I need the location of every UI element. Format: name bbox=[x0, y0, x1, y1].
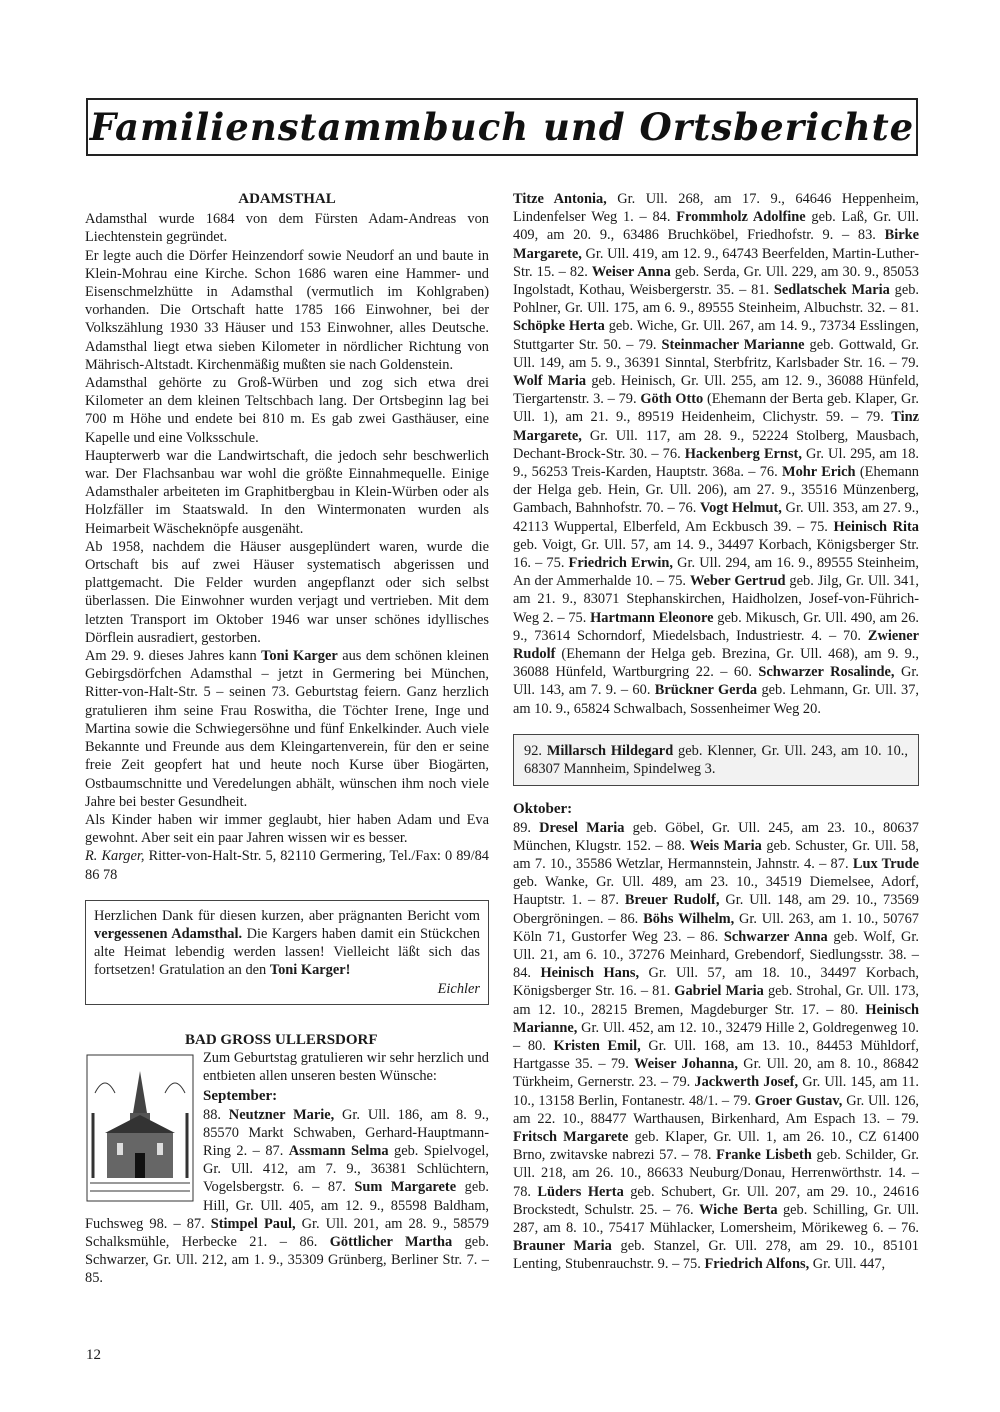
person-name: Schwarzer Anna bbox=[723, 928, 828, 945]
entry-text: Gr. Ull. 201, am 28. 9., 58579 Schalksmühle, Herbecke 21. – 86. bbox=[85, 1215, 489, 1250]
entry-text: Gr. Ull. 145, am 11. 10., 13158 Berlin, Fontanestr. 48/1. – 79. bbox=[513, 1074, 919, 1109]
entry-text: geb. Schubert, Gr. Ull. 207, am 29. 10., 24616 Brockstedt, Schulstr. 25. – 76. bbox=[513, 1183, 919, 1218]
person-name: Hartmann Eleonore bbox=[590, 609, 714, 626]
text-run: Herzlichen Dank für diesen kurzen, aber prägnanten Bericht vom bbox=[94, 907, 480, 924]
page-number: 12 bbox=[86, 1347, 101, 1363]
person-name: Göth Otto bbox=[640, 391, 704, 408]
entry-text: geb. Mikusch, Gr. Ull. 490, am 26. 9., 73614 Schorndorf, Miedelsbach, Industriestr. 4. – 70. bbox=[513, 609, 919, 644]
entry-text: geb. Voigt, Gr. Ull. 57, am 14. 9., 34497 Korbach, Königsberger Str. 16. – 75. bbox=[513, 536, 919, 572]
editor-signature: Eichler bbox=[437, 980, 480, 997]
author-address: Ritter-von-Halt-Str. 5, 82110 Germering, Tel./Fax: 0 89/84 86 78 bbox=[85, 848, 489, 883]
entry-text: geb. Heinisch, Gr. Ull. 255, am 12. 9., 36088 Hünfeld, Tiergartenstr. 3. – 79. bbox=[513, 373, 920, 408]
entry-text: Gr. Ul. 295, am 18. 9., 56253 Treis-Karden, Hauptstr. 368a. – 76. bbox=[513, 445, 919, 481]
entry-text: Gr. Ull. 20, am 8. 10., 86842 Türkheim, Gernerstr. 23. – 79. bbox=[513, 1056, 919, 1091]
september-list-part2 bbox=[513, 190, 919, 718]
person-name: Frommholz Adolfine bbox=[676, 209, 806, 226]
person-name: Toni Karger bbox=[261, 648, 338, 665]
bold-text: vergessenen Adamsthal. bbox=[94, 925, 243, 942]
person-name: Weiser Johanna, bbox=[634, 1056, 738, 1073]
entry-text: Gr. Ull. 148, am 29. 10., 73569 Obergröningen. – 86. bbox=[513, 892, 919, 927]
right-column bbox=[513, 190, 919, 1274]
entry-text: geb. Klaper, Gr. Ull. 1, am 26. 10., CZ 61400 Brno, zwitavske nabrezi 57. – 78. bbox=[513, 1128, 919, 1164]
person-name: Jackwerth Josef, bbox=[694, 1074, 799, 1091]
entry-text: geb. Göbel, Gr. Ull. 245, am 23. 10., 80637 München, Klugstr. 152. – 88. bbox=[513, 819, 919, 854]
entry-text: Gr. Ull. 168, am 13. 10., 84453 Mühldorf, Hartgasse 35. – 79. bbox=[513, 1037, 919, 1073]
person-name: Heinisch Rita bbox=[833, 518, 919, 535]
person-name: Göttlicher Martha bbox=[329, 1233, 453, 1250]
person-name: Tinz Margarete, bbox=[513, 409, 919, 444]
entry-text: Gr. Ull. 126, am 22. 10., 88477 Warthausen, Birkenhard, Am Espach 13. – 79. bbox=[513, 1092, 919, 1127]
entry-text: geb. Jilg, Gr. Ull. 341, am 21. 9., 83071 Stephanskirchen, Haidholzen, Josef-von-Führich-Weg 2. – 75. bbox=[513, 573, 919, 626]
adamsthal-heading: ADAMSTHAL bbox=[238, 191, 336, 207]
entry-text: geb. Laß, Gr. Ull. 409, am 20. 9., 63486 Bruchköbel, Friedhofstr. 9. – 83. bbox=[513, 209, 919, 244]
person-name: Birke Margarete, bbox=[513, 227, 919, 262]
person-name: Kristen Emil, bbox=[553, 1037, 641, 1054]
bad-gross-heading: BAD GROSS ULLERSDORF bbox=[185, 1031, 378, 1048]
entry-text: Gr. Ull. 447, bbox=[809, 1256, 886, 1273]
person-name: Brauner Maria bbox=[513, 1238, 612, 1255]
entry-text: geb. Wanke, Gr. Ull. 489, am 23. 10., 34519 Diemelsee, Adorf, Hauptstr. 1. – 87. bbox=[513, 874, 919, 909]
entry-text: geb. Lehmann, Gr. Ull. 37, am 10. 9., 65824 Schwalbach, Sossenheimer Weg 20. bbox=[513, 682, 919, 717]
entry-text: Gr. Ull. 452, am 12. 10., 32479 Hille 2, Goldregenweg 10. – 80. bbox=[513, 1019, 919, 1054]
person-name: Heinisch Hans, bbox=[540, 965, 640, 982]
person-name: Vogt Helmut, bbox=[700, 500, 782, 517]
person-name: Brückner Gerda bbox=[654, 682, 758, 699]
person-name: Weiser Anna bbox=[591, 263, 671, 280]
entry-text: geb. Hill, Gr. Ull. 405, am 12. 9., 85598 Baldham, Fuchsweg 98. – 87. bbox=[85, 1179, 489, 1232]
adamsthal-paragraph: Haupterwerb war die Landwirtschaft, die jedoch sehr beschwerlich war. Der Flachsanbau war wohl die größte Einnahmequelle. Einige Adamsthaler arbeiteten im Graphitbergbau in Klein-Würben oder als Holzfäller im Staatswald. In den Wintermonaten wurden als Heimarbeit Wäscheknöpfe ausgenäht. bbox=[85, 447, 489, 537]
person-name: Schöpke Herta bbox=[513, 318, 605, 335]
entry-text: geb. Schwarzer, Gr. Ull. 212, am 1. 9., 35309 Grünberg, Berliner Str. 7. – 85. bbox=[85, 1233, 489, 1287]
entry-text: geb. Schuster, Gr. Ull. 58, am 7. 10., 35586 Wetzlar, Hermannstein, Jahnstr. 4. – 87. bbox=[513, 837, 919, 872]
entry-text: Gr. Ull. 57, am 18. 10., 34497 Korbach, Königsberger Str. 16. – 81. bbox=[513, 965, 919, 1000]
entry-text: Gr. Ull. 143, am 7. 9. – 60. bbox=[513, 664, 919, 699]
text-run: Am 29. 9. dieses Jahres kann bbox=[85, 648, 262, 665]
person-name: Heinisch Marianne, bbox=[513, 1001, 919, 1036]
person-name: Friedrich Erwin, bbox=[568, 555, 673, 572]
entry-text: geb. Wolf, Gr. Ull. 21, am 6. 10., 37276 Meinhard, Grebendorf, Siedlungsstr. 38. – 84. bbox=[513, 928, 919, 982]
entry-text: geb. Wiche, Gr. Ull. 267, am 14. 9., 73734 Esslingen, Stuttgarter Str. 50. – 79. bbox=[513, 318, 919, 353]
entry-text: geb. Schilder, Gr. Ull. 218, am 26. 10., 86633 Neuburg/Donau, Herrenwörthstr. 14. – 78. bbox=[513, 1147, 920, 1200]
person-name: Titze Antonia, bbox=[513, 191, 607, 207]
person-name: Breuer Rudolf, bbox=[624, 892, 720, 909]
person-name: Sum Margarete bbox=[354, 1179, 457, 1196]
text-run: aus dem schönen kleinen Gebirgsdörfchen Adamsthal – jetzt in Germering bei München, Ritter-von-Halt-Str. 5 – seinen 73. Geburtstag feiern. Ganz herzlich gratulieren ihm seine Frau Roswitha, die Töchter Irene, Inge und Martina sowie die Schwiegersöhne und fünf Enkelkinder. Auch viele Bekannte und Freunde aus dem Kleingartenverein, für den er seine freie Zeit geopfert hat und heute noch Kurse über Biogärten, Ostbaumschnitte und Veredelungen abhält, wünschen ihm noch viele Jahre bei bester Gesundheit. bbox=[85, 648, 490, 810]
entry-text: geb. Gottwald, Gr. Ull. 149, am 5. 9., 36391 Sinntal, Sterbfritz, Karlsbader Str. 16. – 79. bbox=[513, 336, 920, 371]
oktober-list bbox=[513, 819, 919, 1274]
church-illustration bbox=[85, 1053, 195, 1203]
adamsthal-paragraph: Er legte auch die Dörfer Heinzendorf sowie Neudorf an und baute in Klein-Mohrau eine Kirche. Schon 1686 waren eine Hammer- und Eisenschmelzhütte in Adamsthal (vermutlich im Kohlgraben) vorhanden. Die Ortschaft hatte 1785 166 Einwohner, bei der Volkszählung 1930 33 Häuser und 153 Einwohner, alles Deutsche. Adamsthal liegt etwa sieben Kilometer in nördlicher Richtung von Mährisch-Altstadt. Kirchenmäßig mußten sie nach Goldenstein. bbox=[85, 247, 489, 373]
person-name: Weis Maria bbox=[689, 837, 762, 854]
adamsthal-paragraph: Als Kinder haben wir immer geglaubt, hier haben Adam und Eva gewohnt. Aber seit ein paar Jahren wissen wir es besser. bbox=[85, 811, 489, 847]
person-name: Assmann Selma bbox=[288, 1142, 389, 1159]
adamsthal-paragraph: Adamsthal gehörte zu Groß-Würben und zog sich etwa drei Kilometer an dem kleinen Teltschbach lang. Der Ortsbeginn lag bei 700 m Höhe und endete bei 810 m. Es gab zwei Gasthäuser, eine Kapelle und eine Volksschule. bbox=[85, 375, 489, 446]
highlight-box bbox=[513, 734, 919, 786]
masthead-title: Familienstammbuch und Ortsberichte bbox=[89, 105, 915, 149]
author-signoff bbox=[85, 847, 489, 883]
september-heading: September: bbox=[203, 1088, 278, 1105]
person-name: Hackenberg Ernst, bbox=[684, 445, 802, 462]
person-name: Stimpel Paul, bbox=[210, 1215, 296, 1232]
adamsthal-paragraph: Adamsthal wurde 1684 von dem Fürsten Adam-Andreas von Liechtenstein gegründet. bbox=[85, 211, 489, 246]
person-name: Fritsch Margarete bbox=[513, 1128, 629, 1145]
entry-text: Gr. Ull. 186, am 8. 9., 85570 Markt Schwaben, Gerhard-Hauptmann-Ring 2. – 87. bbox=[203, 1106, 489, 1159]
entry-text: geb. Klenner, Gr. Ull. 243, am 10. 10., 68307 Mannheim, Spindelweg 3. bbox=[524, 742, 908, 778]
entry-number: 89. bbox=[513, 819, 540, 836]
bad-gross-section bbox=[85, 1049, 489, 1288]
adamsthal-paragraph bbox=[85, 647, 489, 811]
entry-text: (Ehemann der Helga geb. Hein, Gr. Ull. 206), am 27. 9., 35516 Münzenberg, Gambach, Bahnhofstr. 70. – 76. bbox=[513, 464, 919, 517]
person-name: Wiche Berta bbox=[698, 1201, 778, 1218]
entry-text: (Ehemann der Berta geb. Klaper, Gr. Ull. 1), am 21. 9., 89519 Heidenheim, Clichystr. 59. – 79. bbox=[513, 391, 919, 426]
person-name: Weber Gertrud bbox=[689, 573, 786, 590]
person-name: Steinmacher Marianne bbox=[661, 336, 805, 353]
person-name: Neutzner Marie, bbox=[228, 1106, 335, 1123]
person-name: Gabriel Maria bbox=[674, 983, 764, 1000]
person-name: Lüders Herta bbox=[537, 1183, 624, 1200]
person-name: Lux Trude bbox=[852, 855, 919, 872]
text-run: Die Kargers haben damit ein Stückchen alte Heimat lebendig werden lassen! Vielleicht läßt sich das fortsetzen! Gratulation an den bbox=[94, 925, 480, 979]
entry-text: Gr. Ull. 117, am 28. 9., 52224 Stolberg, Mausbach, Dechant-Brock-Str. 30. – 76. bbox=[513, 427, 919, 462]
entry-number: 92. bbox=[524, 742, 547, 759]
entry-text: Gr. Ull. 294, am 16. 9., 89555 Steinheim, An der Ammerhalde 10. – 75. bbox=[513, 555, 919, 590]
adamsthal-paragraph: Ab 1958, nachdem die Häuser ausgeplündert waren, wurde die Ortschaft bis auf zwei Häuser systematisch abgerissen und plattgemacht. Die Felder wurden angepflanzt oder sich selbst überlassen. Die Einwohner wurden verjagt und vertrieben. Mit dem letzten Transport im Oktober 1946 war unser schönes idyllisches Dörflein ausradiert, gestorben. bbox=[85, 538, 489, 646]
person-name: Schwarzer Rosalinde, bbox=[758, 664, 895, 681]
bad-gross-intro: Zum Geburtstag gratulieren wir sehr herzlich und entbieten allen unseren besten Wünsche: bbox=[203, 1049, 489, 1085]
entry-text: geb. Pohlner, Gr. Ull. 175, am 6. 9., 89555 Steinheim, Albuchstr. 32. – 81. bbox=[513, 282, 919, 317]
entry-text: Gr. Ull. 263, am 1. 10., 50767 Köln 71, Gustorfer Weg 23. – 86. bbox=[513, 910, 920, 945]
person-name: Sedlatschek Maria bbox=[773, 282, 890, 299]
entry-text: Gr. Ull. 419, am 12. 9., 64743 Beerfelden, Martin-Luther-Str. 15. – 82. bbox=[513, 245, 919, 280]
thanks-box bbox=[85, 900, 489, 1005]
entry-text: geb. Serda, Gr. Ull. 229, am 30. 9., 85053 Ingolstadt, Kothau, Weisbergerstr. 35. – 81. bbox=[513, 263, 919, 299]
entry-text: geb. Strohal, Gr. Ull. 173, am 12. 10., 28215 Bremen, Magdeburger Str. 17. – 80. bbox=[513, 983, 919, 1018]
bold-text: Toni Karger! bbox=[269, 962, 351, 979]
author-name: R. Karger, bbox=[85, 848, 145, 865]
person-name: Böhs Wilhelm, bbox=[643, 910, 735, 927]
entry-text: geb. Spielvogel, Gr. Ull. 412, am 7. 9., 36381 Schlüchtern, Vogelsbergstr. 6. – 87. bbox=[203, 1142, 490, 1196]
person-name: Millarsch Hildegard bbox=[546, 742, 674, 759]
person-name: Wolf Maria bbox=[513, 373, 587, 390]
person-name: Dresel Maria bbox=[539, 819, 625, 836]
left-column bbox=[85, 190, 489, 1288]
person-name: Friedrich Alfons, bbox=[704, 1256, 810, 1273]
entry-text: Gr. Ull. 268, am 17. 9., 64646 Heppenheim, Lindenfelser Weg 1. – 84. bbox=[513, 191, 919, 226]
person-name: Zwiener Rudolf bbox=[513, 627, 919, 663]
person-name: Mohr Erich bbox=[782, 464, 856, 481]
entry-text: Gr. Ull. 353, am 27. 9., 42113 Wuppertal, Elberfeld, Am Eckbusch 39. – 75. bbox=[513, 500, 920, 535]
oktober-heading: Oktober: bbox=[513, 801, 573, 818]
person-name: Groer Gustav, bbox=[754, 1092, 843, 1109]
entry-text: (Ehemann der Helga geb. Brezina, Gr. Ull. 468), am 9. 9., 36088 Hünfeld, Wartburgring 22. – 60. bbox=[513, 646, 919, 681]
entry-text: geb. Stanzel, Gr. Ull. 278, am 29. 10., 85101 Lenting, Stubenrauchstr. 9. – 75. bbox=[513, 1238, 919, 1273]
entry-text: geb. Schilling, Gr. Ull. 287, am 8. 10., 75417 Mühlacker, Lomersheim, Mörikeweg 6. – 76. bbox=[513, 1201, 919, 1236]
entry-number: 88. bbox=[203, 1106, 229, 1123]
person-name: Franke Lisbeth bbox=[716, 1147, 812, 1164]
masthead-banner bbox=[86, 98, 918, 156]
